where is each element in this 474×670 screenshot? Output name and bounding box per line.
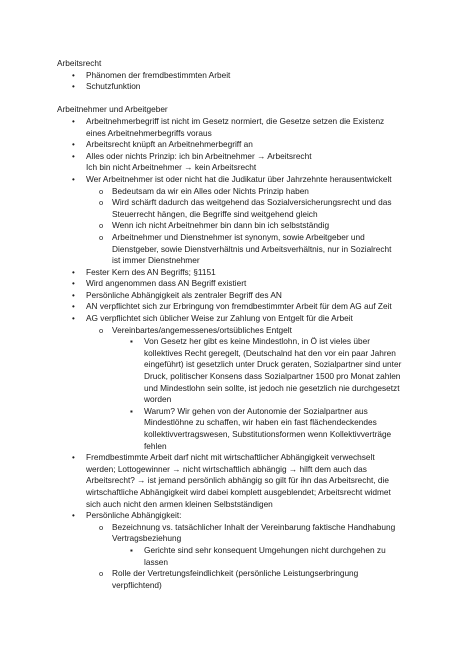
list-item-text-line: Steuerrecht hängen, die Begriffe sind weitgehend gleich <box>112 208 318 219</box>
list-item-text-line: und Mindestlohn sein sollte, ist jedoch nie gesetzlich nie durchgesetzt <box>144 382 400 393</box>
section-heading: Arbeitnehmer und Arbeitgeber <box>57 104 168 115</box>
bullet-list <box>0 116 474 591</box>
section-spacer <box>0 93 474 105</box>
list-item-text-line: werden; Lottogewinner → nicht wirtschaftlich abhängig → hilft dem auch das <box>86 463 367 474</box>
list-item-text-line: • Fester Kern des AN Begriffs; §1151 <box>86 266 216 277</box>
list-item-text-line: • Schutzfunktion <box>86 81 141 92</box>
list-item-level-1 <box>0 510 474 522</box>
list-item-text-line: kollektives Recht geregelt, (Deutschalnd hat den vor ein paar Jahren <box>144 347 396 358</box>
list-item-text-line: o Wenn ich nicht Arbeitnehmer bin dann bin ich selbstständig <box>112 220 330 231</box>
list-item-level-1 <box>0 452 474 510</box>
list-item-text-line: • Persönliche Abhängigkeit als zentraler Begriff des AN <box>86 289 282 300</box>
list-item-level-1 <box>0 116 474 139</box>
list-item-text-line: o Vereinbartes/angemessenes/ortsübliches Entgelt <box>112 324 292 335</box>
list-item-text-line: o Arbeitnehmer und Dienstnehmer ist synonym, sowie Arbeitgeber und <box>112 231 365 242</box>
list-item-text-line: Mindestlöhne zu schaffen, wir haben ein fast flächendeckendes <box>144 417 377 428</box>
list-item-level-2 <box>0 220 474 232</box>
list-item-text-line: ▪ Warum? Wir gehen von der Autonomie der Sozialpartner aus <box>144 405 368 416</box>
section-heading: Arbeitsrecht <box>57 58 102 68</box>
list-item-level-1 <box>0 139 474 151</box>
list-item-text-line: Arbeitsrecht? → ist jemand persönlich abhängig so gilt für ihn das Arbeitsrecht, die <box>86 475 389 486</box>
list-item-level-2 <box>0 568 474 591</box>
list-item-text-line: • Arbeitnehmerbegriff ist nicht im Gesetz normiert, die Gesetze setzen die Existenz <box>86 115 385 126</box>
list-item-text-line: Druck, politischer Konsens dass Sozialpartner 1500 pro Monat zahlen <box>144 371 401 382</box>
list-item-text-line: o Rolle der Vertretungsfeindlichkeit (persönliche Leistungserbringung <box>112 568 359 579</box>
list-item-level-1 <box>0 174 474 186</box>
list-item-text-line: • Wer Arbeitnehmer ist oder nicht hat die Judikatur über Jahrzehnte herausentwickelt <box>86 173 392 184</box>
list-item-text-line: o Bedeutsam da wir ein Alles oder Nichts Prinzip haben <box>112 185 309 196</box>
list-item-text-line: • Wird angenommen dass AN Begriff existiert <box>86 278 247 289</box>
list-item-text-line: • Arbeitsrecht knüpft an Arbeitnehmerbegriff an <box>86 139 253 150</box>
list-item-text-line: • Fremdbestimmte Arbeit darf nicht mit wirtschaftlicher Abhängigkeit verwechselt <box>86 452 375 463</box>
list-item-text-line: o Bezeichnung vs. tatsächlicher Inhalt der Vereinbarung faktische Handhabung <box>112 521 396 532</box>
list-item-level-1 <box>0 278 474 290</box>
list-item-text-line: lassen <box>144 556 168 567</box>
list-item-level-3 <box>0 406 474 452</box>
list-item-level-1 <box>0 301 474 313</box>
list-item-level-1 <box>0 290 474 302</box>
list-item-text-line: • AG verpflichtet sich üblicher Weise zur Zahlung von Entgelt für die Arbeit <box>86 313 353 324</box>
list-item-level-1 <box>0 81 474 93</box>
document-body <box>0 58 474 591</box>
list-item-level-1 <box>0 70 474 82</box>
list-item-level-3 <box>0 336 474 406</box>
list-item-text-line: Dienstgeber, sowie Dienstverhältnis und Arbeitsverhältnis, nur in Sozialrecht <box>112 243 392 254</box>
list-item-text-line: worden <box>144 394 172 405</box>
list-item-level-3 <box>0 545 474 568</box>
list-item-text-line: eingeführt) ist gesetzlich unter Druck geraten, Sozialpartner sind unter <box>144 359 402 370</box>
list-item-level-2 <box>0 186 474 198</box>
list-item-text-line: • Phänomen der fremdbestimmten Arbeit <box>86 69 231 80</box>
list-item-level-2 <box>0 522 474 545</box>
list-item-level-2 <box>0 197 474 220</box>
list-item-text-line: wirtschaftliche Abhängigkeit wird dabei komplett ausgeblendet; Arbeitsrecht widmet <box>86 486 391 497</box>
list-item-level-2 <box>0 325 474 337</box>
list-item-text-line: kollektivvertragswesen, Substitutionsformen wenn Kollektivverträge <box>144 429 392 439</box>
list-item-text-line: fehlen <box>144 440 167 451</box>
list-item-level-1 <box>0 313 474 325</box>
list-item-text-line: o Wird schärft dadurch das weitgehend das Sozialversicherungsrecht und das <box>112 197 392 208</box>
list-item-level-2 <box>0 232 474 267</box>
list-item-text-line: • Persönliche Abhängigkeit: <box>86 510 182 521</box>
list-item-text-line: • AN verpflichtet sich zur Erbringung von fremdbestimmter Arbeit für dem AG auf Zeit <box>86 301 392 312</box>
list-item-level-1 <box>0 151 474 174</box>
list-item-text-line: verpflichtend) <box>112 579 162 590</box>
list-item-text-line: ▪ Gerichte sind sehr konsequent Umgehungen nicht durchgehen zu <box>144 544 386 555</box>
list-item-text-line: eines Arbeitnehmerbegriffs voraus <box>86 127 212 138</box>
list-item-text-line: Ich bin nicht Arbeitnehmer → kein Arbeitsrecht <box>86 162 257 173</box>
list-item-text-line: Vertragsbeziehung <box>112 533 182 544</box>
list-item-text-line: ist immer Dienstnehmer <box>112 255 200 266</box>
list-item-level-1 <box>0 267 474 279</box>
list-item-text-line: • Alles oder nichts Prinzip: ich bin Arbeitnehmer → Arbeitsrecht <box>86 150 312 161</box>
list-item-text-line: ▪ Von Gesetz her gibt es keine Mindestlohn, in Ö ist vieles über <box>144 336 370 347</box>
list-item-text-line: sich auch nicht den armen kleinen Selbstständigen <box>86 498 273 509</box>
bullet-list <box>0 70 474 93</box>
